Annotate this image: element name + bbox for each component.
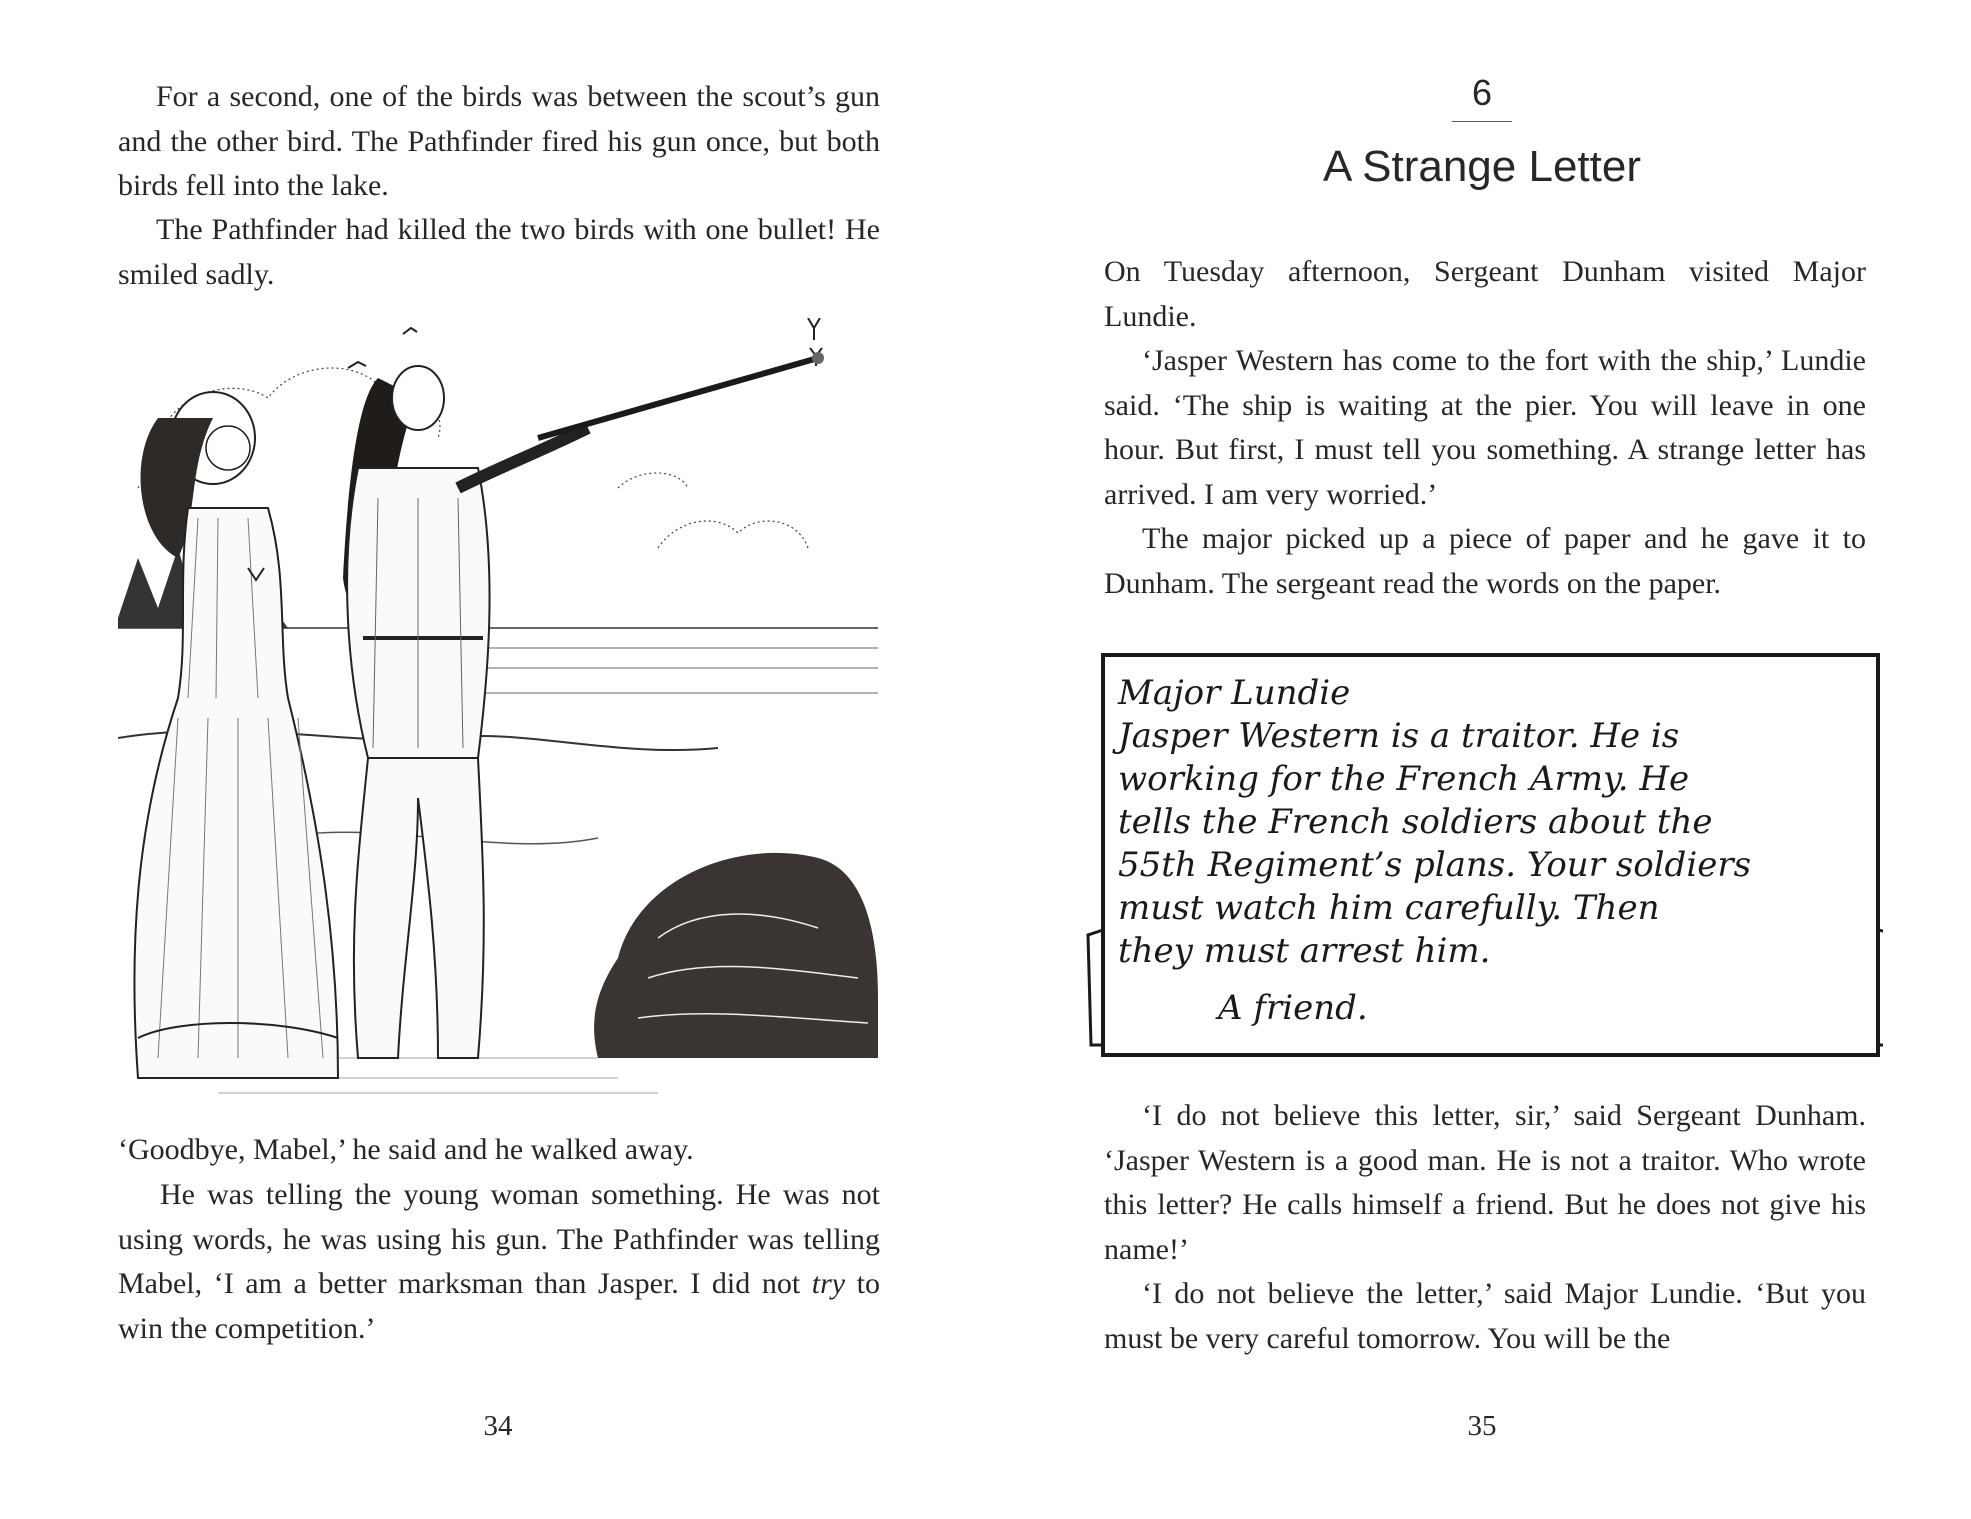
- right-paragraph-2: ‘Jasper Western has come to the fort with the ship,’ Lundie said. ‘The ship is waiting at the pier. You will leave in one hour. But first, I must tell you something. A strange letter has arrived. I am very worried.’: [1104, 344, 1866, 511]
- left-paragraph-1: For a second, one of the birds was between the scout’s gun and the other bird. The Pathfinder fired his gun once, but both birds fell into the lake.: [118, 80, 880, 202]
- rocks: [594, 853, 878, 1058]
- page-number-right: 35: [1467, 1410, 1497, 1442]
- left-paragraph-4-after: to win the competition.’: [118, 1267, 880, 1345]
- right-paragraph-4: ‘I do not believe this letter, sir,’ said Sergeant Dunham. ‘Jasper Western is a good man. He is not a traitor. Who wrote this letter? He calls himself a friend. But he does not give his name!’: [1104, 1099, 1866, 1266]
- letter-line: Jasper Western is a traitor. He is: [1118, 716, 1680, 756]
- letter-line: working for the French Army. He: [1118, 759, 1690, 799]
- left-paragraph-4: [118, 1173, 880, 1351]
- letter-line: must watch him carefully. Then: [1118, 888, 1660, 928]
- left-paragraph-4-emphasis: try: [811, 1267, 846, 1300]
- letter-line: tells the French soldiers about the: [1118, 802, 1713, 842]
- right-paragraph-5: ‘I do not believe the letter,’ said Major Lundie. ‘But you must be very careful tomorrow. You will be the: [1104, 1277, 1866, 1355]
- letter-line: they must arrest him.: [1118, 931, 1491, 971]
- birds-icon: [348, 318, 822, 368]
- right-paragraph-3: The major picked up a piece of paper and he gave it to Dunham. The sergeant read the words on the paper.: [1104, 522, 1866, 600]
- letter-text: [1118, 672, 1878, 1030]
- page-number-left: 34: [483, 1410, 513, 1442]
- left-paragraph-4-before: He was telling the young woman something. He was not using words, he was using his gun. The Pathfinder was telling Mabel, ‘I am a better marksman than Jasper. I did not: [118, 1178, 880, 1300]
- right-paragraph-1: On Tuesday afternoon, Sergeant Dunham visited Major Lundie.: [1104, 255, 1866, 333]
- letter-line: Major Lundie: [1118, 673, 1351, 713]
- chapter-title: A Strange Letter: [1323, 142, 1641, 191]
- left-paragraph-2: The Pathfinder had killed the two birds with one bullet! He smiled sadly.: [118, 213, 880, 291]
- chapter-rule: [1452, 121, 1512, 122]
- pathfinder-illustration: [118, 318, 878, 1108]
- letter-line: 55th Regiment’s plans. Your soldiers: [1118, 845, 1752, 885]
- left-paragraph-3: ‘Goodbye, Mabel,’ he said and he walked away.: [118, 1133, 694, 1166]
- letter-signature: A friend.: [1218, 988, 1368, 1028]
- chapter-number: 6: [1471, 72, 1493, 113]
